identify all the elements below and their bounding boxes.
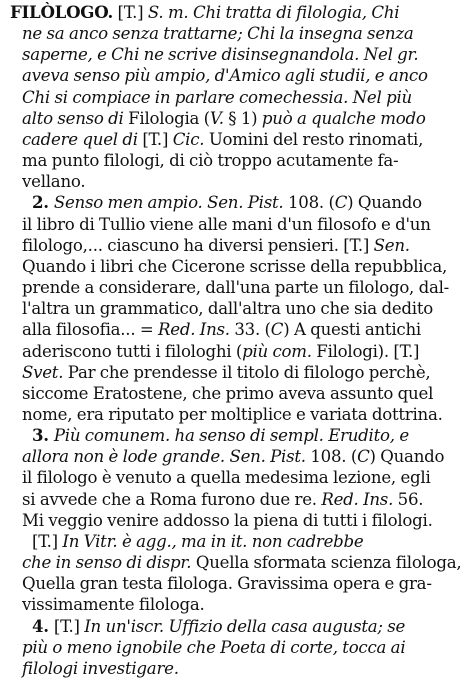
text-run: 33. (: [229, 320, 271, 340]
definition-text: aveva senso più ampio, d'Amico agli studii, e anco: [22, 66, 428, 86]
entry-line-9: [10, 171, 468, 192]
text-run: cadere quel di: [22, 129, 143, 149]
definition-text: filologi investigare.: [22, 658, 179, 678]
sense-number: 3.: [32, 425, 54, 446]
entry-line-7: [10, 129, 468, 150]
quotation-text: il libro di Tullio viene alle mani d'un filosofo e d'un: [22, 214, 431, 234]
entry-line-20: [10, 404, 468, 425]
definition-text: Chi si compiace in parlare comechessia. Nel più: [22, 87, 412, 107]
citation-author: Red. Ins.: [158, 320, 230, 340]
entry-line-17: [10, 341, 468, 362]
entry-line-13: [10, 256, 468, 277]
quotation-text: Mi veggio venire addosso la piena di tutti i filologi.: [22, 510, 433, 530]
quotation-text: ma punto filologi, di ciò troppo acutamente fa-: [22, 151, 399, 171]
entry-line-19: [10, 383, 468, 404]
text-run: più com.: [242, 341, 312, 361]
text-run: C: [357, 447, 370, 467]
text-run: può a qualche modo: [261, 108, 426, 128]
text-run: C: [270, 320, 284, 340]
entry-line-31: [10, 637, 468, 658]
citation-author: Svet.: [22, 362, 64, 382]
entry-line-14: [10, 277, 468, 298]
quotation-text: siccome Eratostene, che primo aveva assunto quel: [22, 383, 434, 403]
definition-text: che in senso di dispr.: [22, 553, 192, 573]
definition-text: S. m. Chi tratta di filologia, Chi: [147, 3, 400, 22]
quotation-text: vellano.: [22, 172, 86, 192]
definition-text: In Vitr. è agg., ma in it. non cadrebbe: [62, 531, 364, 551]
quotation-text: l'altra un grammatico, dall'altra uno che sia dedito: [22, 299, 433, 319]
entry-line-5: [10, 87, 468, 108]
entry-line-27: [10, 552, 468, 573]
text-run: Filologi). [T.]: [311, 341, 420, 361]
text-run: C: [334, 193, 348, 213]
quotation-text: prende a considerare, dall'una parte un filologo, dal-: [22, 278, 450, 298]
entry-line-18: [10, 362, 468, 383]
definition-text: saperne, e Chi ne scrive disinsegnandola. Nel gr.: [22, 45, 419, 65]
entry-line-8: [10, 150, 468, 171]
definition-text: alto senso di: [22, 108, 129, 128]
sense-label: Senso men ampio. Sen. Pist.: [53, 193, 284, 213]
text-run: Filologia (: [128, 108, 210, 128]
entry-line-11: [10, 214, 468, 235]
entry-line-26: [10, 531, 468, 552]
source-tag: [T.]: [32, 531, 63, 551]
quotation-text: ) A questi antichi: [283, 320, 421, 340]
entry-line-2: [10, 23, 468, 44]
headword: FILÒLOGO.: [10, 2, 113, 22]
sense-label: allora non è lode grande. Sen. Pist.: [22, 447, 306, 467]
citation-author: Sen.: [373, 235, 410, 255]
text-run: 108. (: [305, 447, 358, 467]
entry-line-30: [10, 616, 468, 637]
entry-line-24: [10, 489, 468, 510]
entry-line-29: [10, 594, 468, 615]
text-run: 56.: [393, 489, 424, 509]
citation-author: Red. Ins.: [321, 489, 394, 509]
entry-line-3: [10, 44, 468, 65]
entry-line-28: [10, 573, 468, 594]
citation-author: Cic.: [172, 129, 205, 149]
quotation-text: Quella sformata scienza filologa,: [191, 553, 462, 573]
quotation-text: Quella gran testa filologa. Gravissima opera e gra-: [22, 574, 432, 594]
sense-number: 2.: [32, 192, 54, 213]
quotation-text: nome, era riputato per moltiplice e variata dottrina.: [22, 404, 443, 424]
sense-label: Più comunem. ha senso di sempl. Erudito, e: [53, 426, 409, 446]
source-tag: [T.]: [142, 129, 173, 149]
text-run: 108. (: [283, 193, 335, 213]
entry-line-23: [10, 467, 468, 488]
quotation-text: Par che prendesse il titolo di filologo perchè,: [63, 362, 431, 382]
quotation-text: aderiscono tutti i filologhi (: [22, 341, 243, 361]
text-run: V.: [209, 108, 224, 128]
entry-line-21: [10, 425, 468, 446]
dictionary-entry: [10, 2, 468, 679]
entry-line-16: [10, 319, 468, 340]
entry-line-15: [10, 298, 468, 319]
quotation-text: ) Quando: [369, 447, 445, 467]
quotation-text: il filologo è venuto a quella medesima lezione, egli: [22, 468, 431, 488]
entry-line-22: [10, 446, 468, 467]
sense-number: 4.: [32, 615, 54, 636]
entry-line-12: [10, 235, 468, 256]
text-run: § 1): [223, 108, 262, 128]
entry-line-1: [10, 2, 468, 23]
definition-text: ne sa anco senza trattarne; Chi la insegna senza: [22, 24, 414, 44]
quotation-text: alla filosofia... =: [22, 320, 159, 340]
quotation-text: ) Quando: [347, 193, 422, 213]
entry-line-25: [10, 510, 468, 531]
source-tag: [T.]: [53, 616, 85, 636]
entry-line-4: [10, 65, 468, 86]
quotation-text: Uomini del resto rinomati,: [204, 129, 424, 149]
quotation-text: vissimamente filologa.: [22, 595, 205, 615]
entry-line-6: [10, 108, 468, 129]
source-tag: [T.]: [112, 3, 148, 22]
quotation-text: si avvede che a Roma furono due re.: [22, 489, 322, 509]
entry-line-10: [10, 192, 468, 213]
definition-text: In un'iscr. Uffizio della casa augusta; se: [84, 616, 406, 636]
definition-text: più o meno ignobile che Poeta di corte, tocca ai: [22, 637, 406, 657]
quotation-text: Quando i libri che Cicerone scrisse della repubblica,: [22, 256, 448, 276]
quotation-text: filologo,... ciascuno ha diversi pensieri. [T.]: [22, 235, 374, 255]
